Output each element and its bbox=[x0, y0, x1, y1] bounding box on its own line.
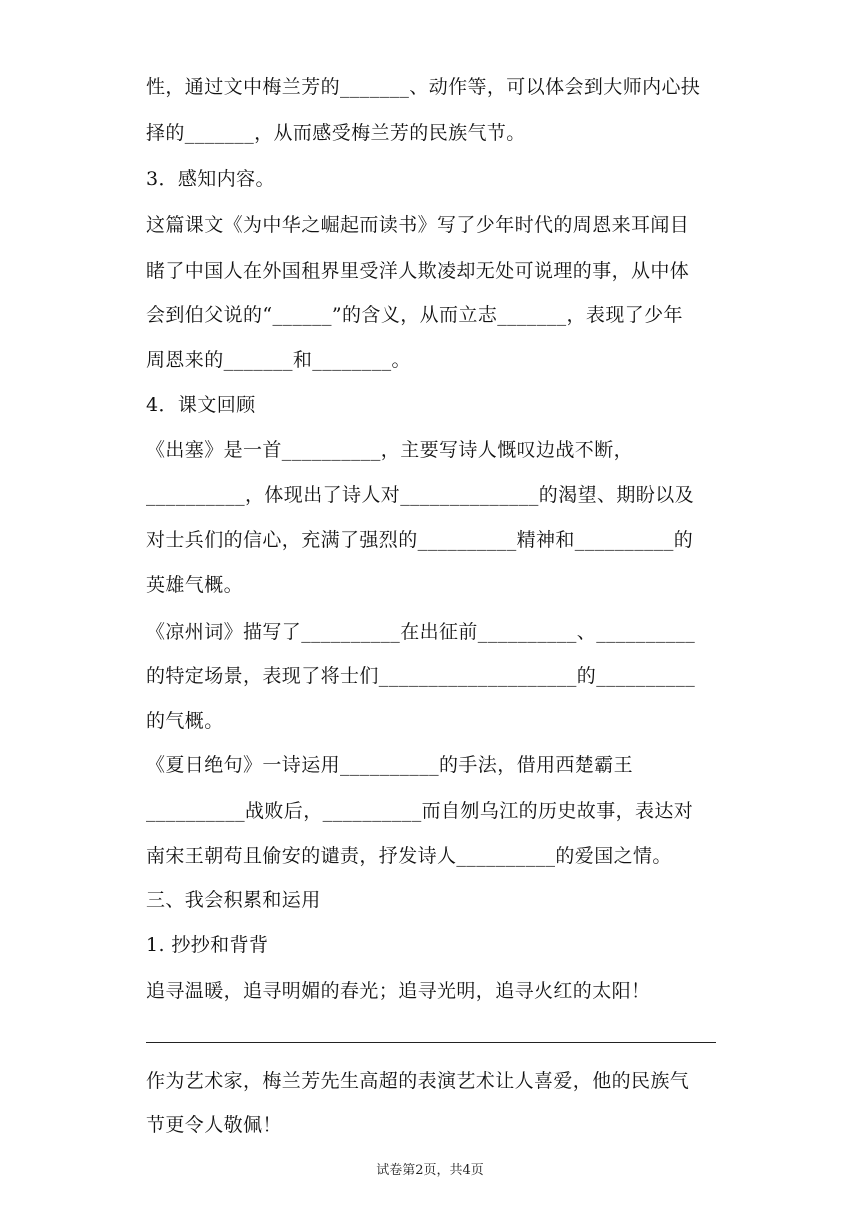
text-line: 的气概。 bbox=[146, 710, 224, 732]
text-line: 性，通过文中梅兰芳的_______、动作等，可以体会到大师内心抉 bbox=[146, 76, 701, 98]
text-line: 作为艺术家，梅兰芳先生高超的表演艺术让人喜爱，他的民族气 bbox=[146, 1070, 690, 1092]
page-footer: 试卷第2页，共4页 bbox=[376, 1163, 484, 1178]
text-line: 英雄气概。 bbox=[146, 574, 244, 596]
text-line: 南宋王朝苟且偷安的谴责，抒发诗人__________的爱国之情。 bbox=[146, 845, 672, 867]
subsection-heading: 1. 抄抄和背背 bbox=[146, 934, 269, 956]
text-line: 《凉州词》描写了__________在出征前__________、__________ bbox=[146, 621, 696, 643]
section-heading: 三、我会积累和运用 bbox=[146, 889, 321, 911]
answer-line bbox=[146, 1042, 716, 1043]
text-line: 这篇课文《为中华之崛起而读书》写了少年时代的周恩来耳闻目 bbox=[146, 214, 690, 236]
text-line: 会到伯父说的“______”的含义，从而立志_______，表现了少年 bbox=[146, 304, 683, 326]
text-line: 的特定场景，表现了将士们____________________的__________ bbox=[146, 665, 696, 687]
section-heading: 3．感知内容。 bbox=[146, 168, 275, 190]
text-line: 择的_______，从而感受梅兰芳的民族气节。 bbox=[146, 122, 526, 144]
text-line: __________，体现出了诗人对______________的渴望、期盼以及 bbox=[146, 484, 695, 506]
section-heading: 4．课文回顾 bbox=[146, 394, 256, 416]
text-line: 追寻温暖，追寻明媚的春光；追寻光明，追寻火红的太阳！ bbox=[146, 980, 651, 1002]
text-line: __________战败后，__________而自刎乌江的历史故事，表达对 bbox=[146, 800, 694, 822]
text-line: 对士兵们的信心，充满了强烈的__________精神和__________的 bbox=[146, 529, 694, 551]
text-line: 睹了中国人在外国租界里受洋人欺凌却无处可说理的事，从中体 bbox=[146, 260, 690, 282]
text-line: 《出塞》是一首__________，主要写诗人慨叹边战不断， bbox=[146, 439, 634, 461]
text-line: 《夏日绝句》一诗运用__________的手法，借用西楚霸王 bbox=[146, 754, 634, 776]
text-line: 节更令人敬佩！ bbox=[146, 1114, 282, 1136]
text-line: 周恩来的_______和________。 bbox=[146, 349, 411, 371]
